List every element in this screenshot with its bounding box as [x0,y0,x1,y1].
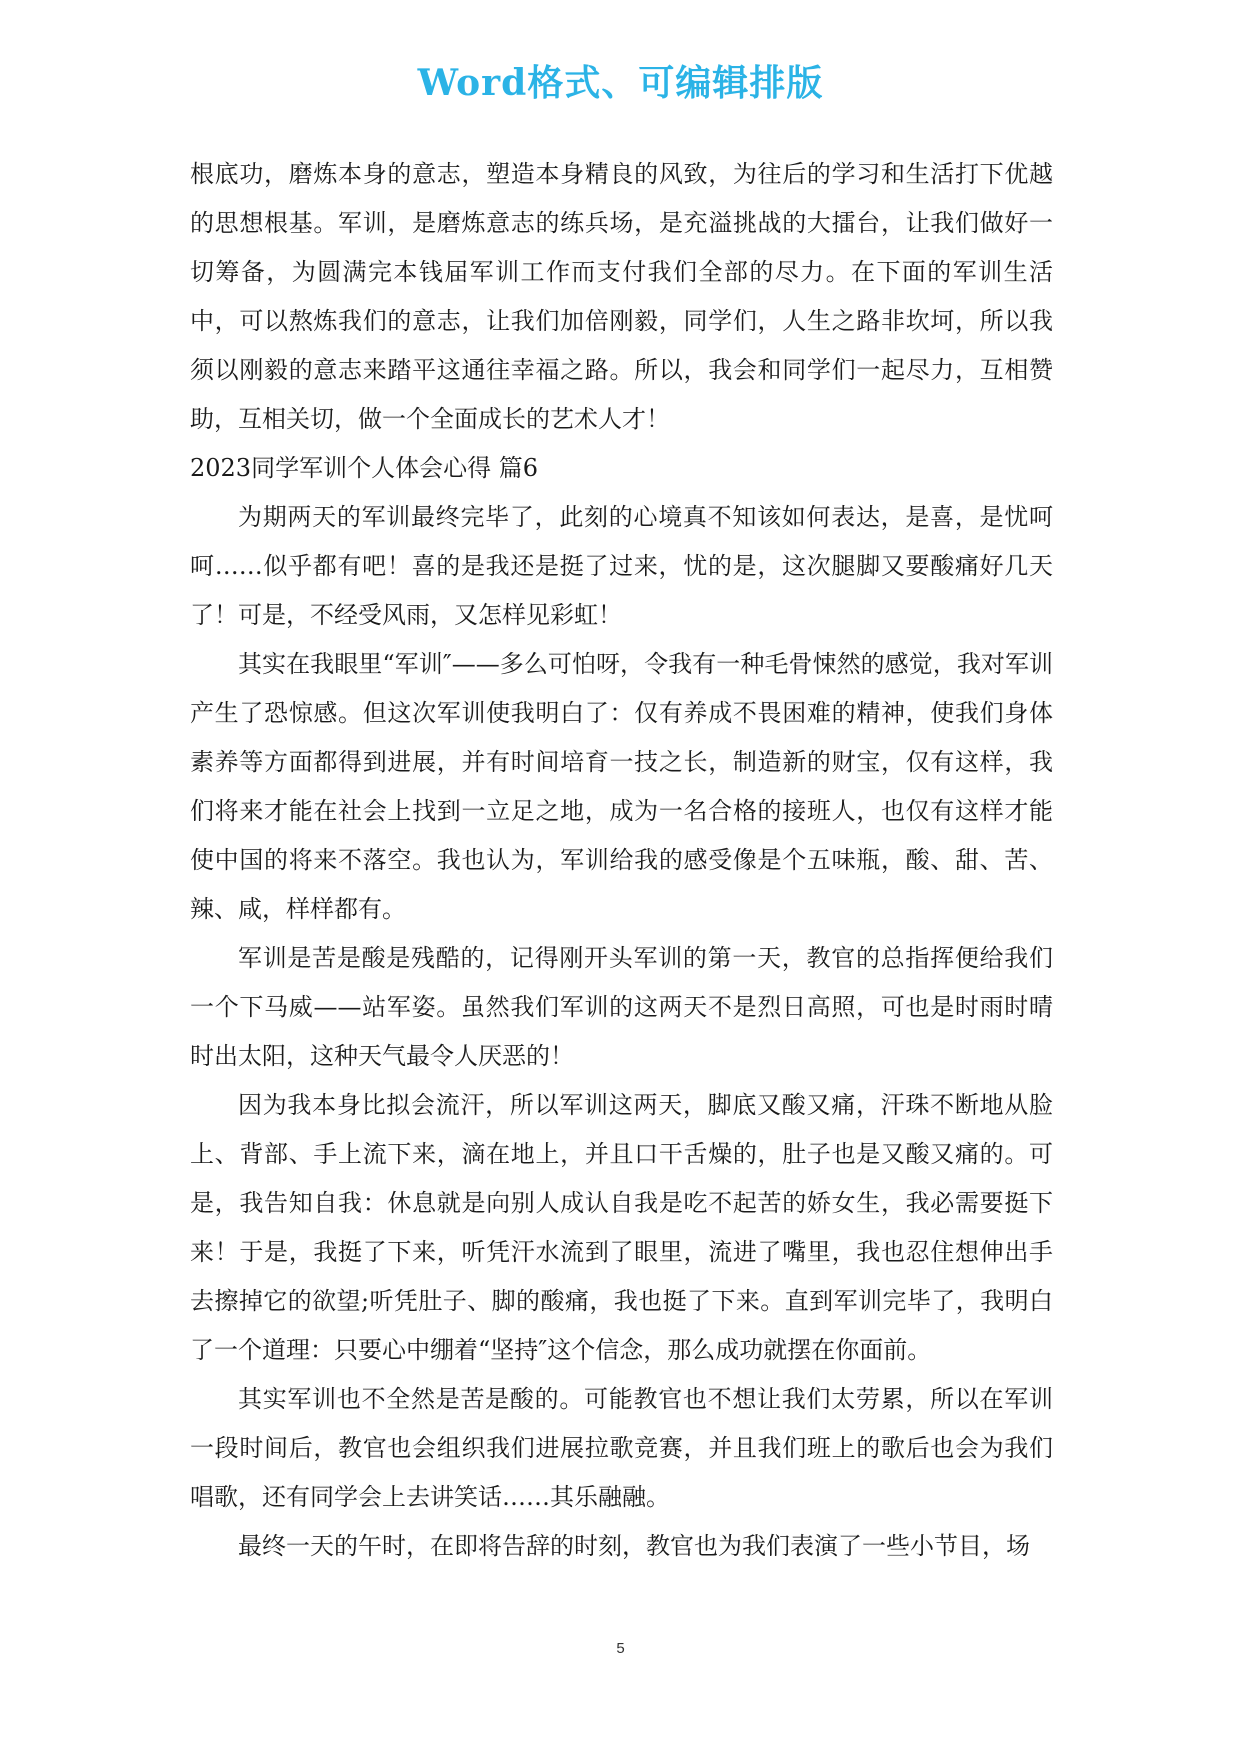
paragraph: 为期两天的军训最终完毕了，此刻的心境真不知该如何表达，是喜，是忧呵呵……似乎都有吧！喜的是我还是挺了过来，忧的是，这次腿脚又要酸痛好几天了！可是，不经受风雨，又怎样见彩虹！ [190,503,1053,629]
paragraph: 最终一天的午时，在即将告辞的时刻，教官也为我们表演了一些小节目，场 [238,1532,1030,1560]
paragraph: 因为我本身比拟会流汗，所以军训这两天，脚底又酸又痛，汗珠不断地从脸上、背部、手上流下来，滴在地上，并且口干舌燥的，肚子也是又酸又痛的。可是，我告知自我：休息就是向别人成认自我是吃不起苦的娇女生，我必需要挺下来！于是，我挺了下来，听凭汗水流到了眼里，流进了嘴里，我也忍住想伸出手去擦掉它的欲望;听凭肚子、脚的酸痛，我也挺了下来。直到军训完毕了，我明白了一个道理：只要心中绷着“坚持″这个信念，那么成功就摆在你面前。 [190,1091,1053,1364]
paragraph: 其实在我眼里“军训″——多么可怕呀，令我有一种毛骨悚然的感觉，我对军训产生了恐惊感。但这次军训使我明白了：仅有养成不畏困难的精神，使我们身体素养等方面都得到进展，并有时间培育一技之长，制造新的财宝，仅有这样，我们将来才能在社会上找到一立足之地，成为一名合格的接班人，也仅有这样才能使中国的将来不落空。我也认为，军训给我的感受像是个五味瓶，酸、甜、苦、辣、咸，样样都有。 [190,650,1053,923]
paragraph: 其实军训也不全然是苦是酸的。可能教官也不想让我们太劳累，所以在军训一段时间后，教官也会组织我们进展拉歌竞赛，并且我们班上的歌后也会为我们唱歌，还有同学会上去讲笑话……其乐融融。 [190,1385,1053,1511]
section-heading: 2023同学军训个人体会心得 篇6 [190,454,538,482]
document-body [190,150,1053,1571]
page-number: 5 [616,1640,625,1657]
paragraph: 军训是苦是酸是残酷的，记得刚开头军训的第一天，教官的总指挥便给我们一个下马威——站军姿。虽然我们军训的这两天不是烈日高照，可也是时雨时晴时出太阳，这种天气最令人厌恶的！ [190,944,1053,1070]
paragraph-continuation: 根底功，磨炼本身的意志，塑造本身精良的风致，为往后的学习和生活打下优越的思想根基。军训，是磨炼意志的练兵场，是充溢挑战的大擂台，让我们做好一切筹备，为圆满完本钱届军训工作而支付我们全部的尽力。在下面的军训生活中，可以熬炼我们的意志，让我们加倍刚毅，同学们，人生之路非坎坷，所以我须以刚毅的意志来踏平这通往幸福之路。所以，我会和同学们一起尽力，互相赞助，互相关切，做一个全面成长的艺术人才！ [190,160,1053,433]
page-header-title: Word格式、可编辑排版 [417,62,824,104]
